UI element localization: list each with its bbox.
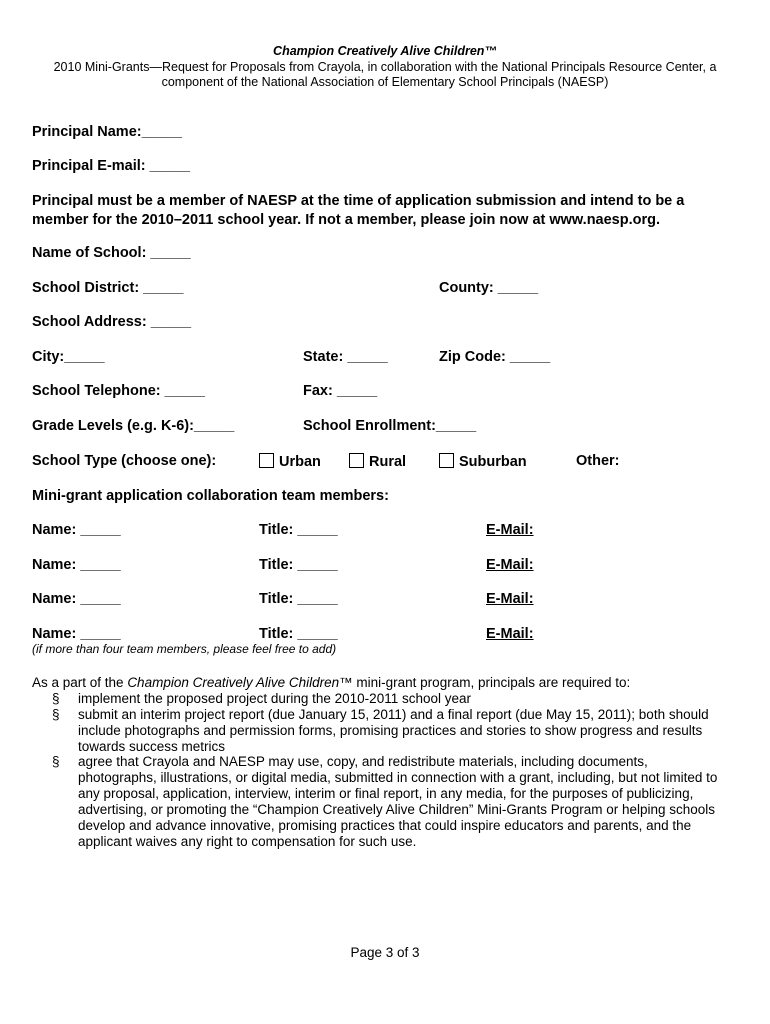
suburban-checkbox[interactable]	[439, 453, 454, 468]
school-enrollment-field[interactable]: School Enrollment:_____	[303, 418, 477, 434]
team-member-1-email[interactable]: E-Mail:	[486, 522, 534, 538]
principal-name-field[interactable]: Principal Name:_____	[32, 124, 182, 140]
team-member-3-name[interactable]: Name: _____	[32, 591, 121, 607]
principal-email-field[interactable]: Principal E-mail: _____	[32, 158, 190, 174]
requirement-item: submit an interim project report (due January 15, 2011) and a final report (due May 15, 2011); both should include photographs and permission forms, promising practices and stories to show progress and results towards success metrics	[78, 707, 709, 754]
bullet-icon: §	[52, 691, 60, 706]
school-address-field[interactable]: School Address: _____	[32, 314, 192, 330]
bullet-icon: §	[52, 754, 60, 769]
requirement-item: implement the proposed project during the 2010-2011 school year	[78, 691, 471, 706]
grade-levels-field[interactable]: Grade Levels (e.g. K-6):_____	[32, 418, 235, 434]
rural-checkbox[interactable]	[349, 453, 364, 468]
document-subtitle-line1: 2010 Mini-Grants—Request for Proposals from Crayola, in collaboration with the National Principals Resource Center, a	[53, 60, 717, 74]
team-member-3-title[interactable]: Title: _____	[259, 591, 338, 607]
team-member-2-email[interactable]: E-Mail:	[486, 557, 534, 573]
rural-label: Rural	[369, 454, 407, 470]
fax-field[interactable]: Fax: _____	[303, 383, 378, 399]
intro-suffix: ™ mini-grant program, principals are required to:	[339, 675, 631, 690]
requirement-item: agree that Crayola and NAESP may use, copy, and redistribute materials, including documents, photographs, illustrations, or digital media, submitted in connection with a grant, including, but not limited to any proposal, application, interview, interim or final report, in any media, for the purposes of publicizing, advertising, or promoting the “Champion Creatively Alive Children” Mini-Grants Program or helping schools develop and advance innovative, promising practices that could inspire educators and parents, and the applicant waives any right to compensation for such use.	[78, 754, 718, 849]
urban-label: Urban	[279, 454, 321, 470]
school-type-suburban[interactable]	[439, 453, 527, 470]
urban-checkbox[interactable]	[259, 453, 274, 468]
school-district-field[interactable]: School District: _____	[32, 280, 184, 296]
team-member-3-email[interactable]: E-Mail:	[486, 591, 534, 607]
team-member-2-title[interactable]: Title: _____	[259, 557, 338, 573]
school-name-field[interactable]: Name of School: _____	[32, 245, 191, 261]
requirements-intro	[32, 675, 630, 691]
team-member-4-name[interactable]: Name: _____	[32, 626, 121, 642]
zip-code-field[interactable]: Zip Code: _____	[439, 349, 551, 365]
bullet-icon: §	[52, 707, 60, 722]
suburban-label: Suburban	[459, 454, 527, 470]
membership-note: Principal must be a member of NAESP at the time of application submission and intend to be a member for the 2010–2011 school year. If not a member, please join now at www.naesp.org.	[32, 193, 685, 228]
team-note: (if more than four team members, please feel free to add)	[32, 642, 337, 656]
intro-prefix: As a part of the	[32, 675, 128, 690]
county-field[interactable]: County: _____	[439, 280, 539, 296]
intro-program-name: Champion Creatively Alive Children	[127, 675, 340, 690]
team-heading: Mini-grant application collaboration team members:	[32, 488, 389, 504]
team-member-1-name[interactable]: Name: _____	[32, 522, 121, 538]
school-type-urban[interactable]	[259, 453, 321, 470]
city-field[interactable]: City:_____	[32, 349, 105, 365]
school-telephone-field[interactable]: School Telephone: _____	[32, 383, 205, 399]
school-type-label: School Type (choose one):	[32, 453, 217, 469]
document-subtitle-line2: component of the National Association of Elementary School Principals (NAESP)	[161, 75, 609, 89]
page-number: Page 3 of 3	[350, 945, 420, 960]
school-type-rural[interactable]	[349, 453, 406, 470]
team-member-4-title[interactable]: Title: _____	[259, 626, 338, 642]
document-title: Champion Creatively Alive Children™	[273, 44, 497, 58]
school-type-other-field[interactable]: Other:	[576, 453, 620, 469]
team-member-4-email[interactable]: E-Mail:	[486, 626, 534, 642]
state-field[interactable]: State: _____	[303, 349, 388, 365]
team-member-1-title[interactable]: Title: _____	[259, 522, 338, 538]
team-member-2-name[interactable]: Name: _____	[32, 557, 121, 573]
